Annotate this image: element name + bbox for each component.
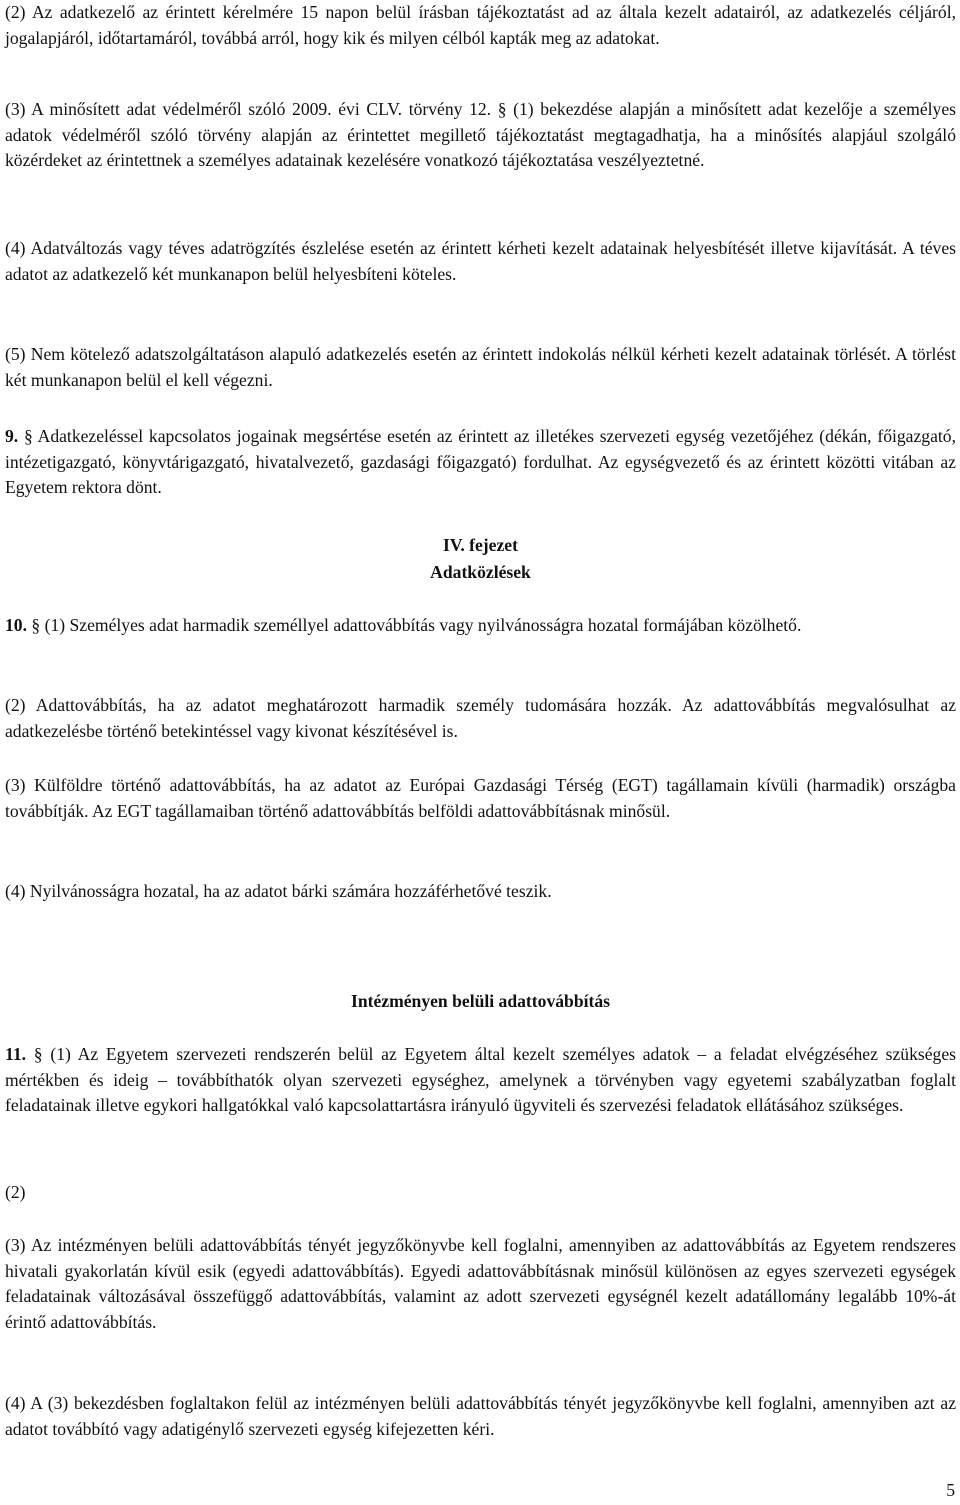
paragraph-4: (4) Adatváltozás vagy téves adatrögzítés észlelése esetén az érintett kérheti kezelt adatainak helyesbítését illetve kijavítását. A téves adatot az adatkezelő két munkanapon belül helyesbíteni köteles. <box>5 238 956 284</box>
paragraph-2: (2) Az adatkezelő az érintett kérelmére 15 napon belül írásban tájékoztatást ad az általa kezelt adatairól, az adatkezelés céljáról, jogalapjáról, időtartamáról, továbbá arról, hogy kik és milyen célból kapták meg az adatokat. <box>5 2 956 48</box>
section-11-paragraph-2: (2) <box>5 1182 26 1202</box>
section-10-paragraph-2: (2) Adattovábbítás, ha az adatot meghatározott harmadik személy tudomására hozzák. Az adattovábbítás megvalósulhat az adatkezelésbe történő betekintéssel vagy kivonat készítésével is. <box>5 695 956 741</box>
section-10-paragraph-3: (3) Külföldre történő adattovábbítás, ha az adatot az Európai Gazdasági Térség (EGT) tagállamain kívüli (harmadik) országba továbbítják. Az EGT tagállamaiban történő adattovábbítás belföldi adattovábbításnak minősül. <box>5 775 956 821</box>
section-9-text: § Adatkezeléssel kapcsolatos jogainak megsértése esetén az érintett az illetékes szervezeti egység vezetőjéhez (dékán, főigazgató, intézetigazgató, könyvtárigazgató, hivatalvezető, gazdasági főigazgató) fordulhat. Az egységvezető és az érintett közötti vitában az Egyetem rektora dönt. <box>5 426 956 498</box>
section-11-text: § (1) Az Egyetem szervezeti rendszerén belül az Egyetem által kezelt személyes adatok – a feladat elvégzéséhez szükséges mértékben és ideig – továbbíthatók olyan szervezeti egységhez, amelynek a törvényben vagy egyetemi szabályzatban foglalt feladatainak illetve egykori hallgatókkal való kapcsolattartásra irányuló ügyviteli és szervezési feladatok ellátásához szükséges. <box>5 1044 956 1116</box>
subheading: Intézményen belüli adattovábbítás <box>350 991 611 1011</box>
section-10-number: 10. <box>5 615 27 635</box>
section-11-paragraph-4: (4) A (3) bekezdésben foglaltakon felül az intézményen belüli adattovábbítás tényét jegyzőkönyvbe kell foglalni, amennyiben azt az adatot továbbító vagy adatigénylő szervezeti egység kifejezetten kéri. <box>5 1393 956 1439</box>
section-11-number: 11. <box>5 1044 27 1064</box>
section-10 <box>5 613 956 639</box>
section-11-paragraph-3: (3) Az intézményen belüli adattovábbítás tényét jegyzőkönyvbe kell foglalni, amennyiben az adattovábbítás az Egyetem rendszeres hivatali gyakorlatán kívül esik (egyedi adattovábbítás). Egyedi adattovábbításnak minősül különösen az egyes szervezeti egységek feladatainak változásával összefüggő adattovábbítás, valamint az adott szervezeti egységnél kezelt adatállomány legalább 10%-át érintő adattovábbítás. <box>5 1235 956 1332</box>
paragraph-3: (3) A minősített adat védelméről szóló 2009. évi CLV. törvény 12. § (1) bekezdése alapján a minősített adat kezelője a személyes adatok védelméről szóló törvény alapján az érintettet megillető tájékoztatást megtagadhatja, ha a minősítés alapjául szolgáló közérdeket az érintettnek a személyes adatainak kezelésére vonatkozó tájékoztatása veszélyeztetné. <box>5 99 956 171</box>
page-number: 5 <box>946 1480 955 1500</box>
chapter-number: IV. fejezet <box>443 535 518 555</box>
section-10-text: § (1) Személyes adat harmadik személlyel adattovábbítás vagy nyilvánosságra hozatal formájában közölhető. <box>31 615 802 635</box>
chapter-title: Adatközlések <box>430 562 531 582</box>
section-10-paragraph-4: (4) Nyilvánosságra hozatal, ha az adatot bárki számára hozzáférhetővé teszik. <box>5 881 552 901</box>
section-9-number: 9. <box>5 426 19 446</box>
section-11 <box>5 1042 956 1119</box>
section-9 <box>5 424 956 501</box>
paragraph-5: (5) Nem kötelező adatszolgáltatáson alapuló adatkezelés esetén az érintett indokolás nélkül kérheti kezelt adatainak törlését. A törlést két munkanapon belül el kell végezni. <box>5 344 956 390</box>
